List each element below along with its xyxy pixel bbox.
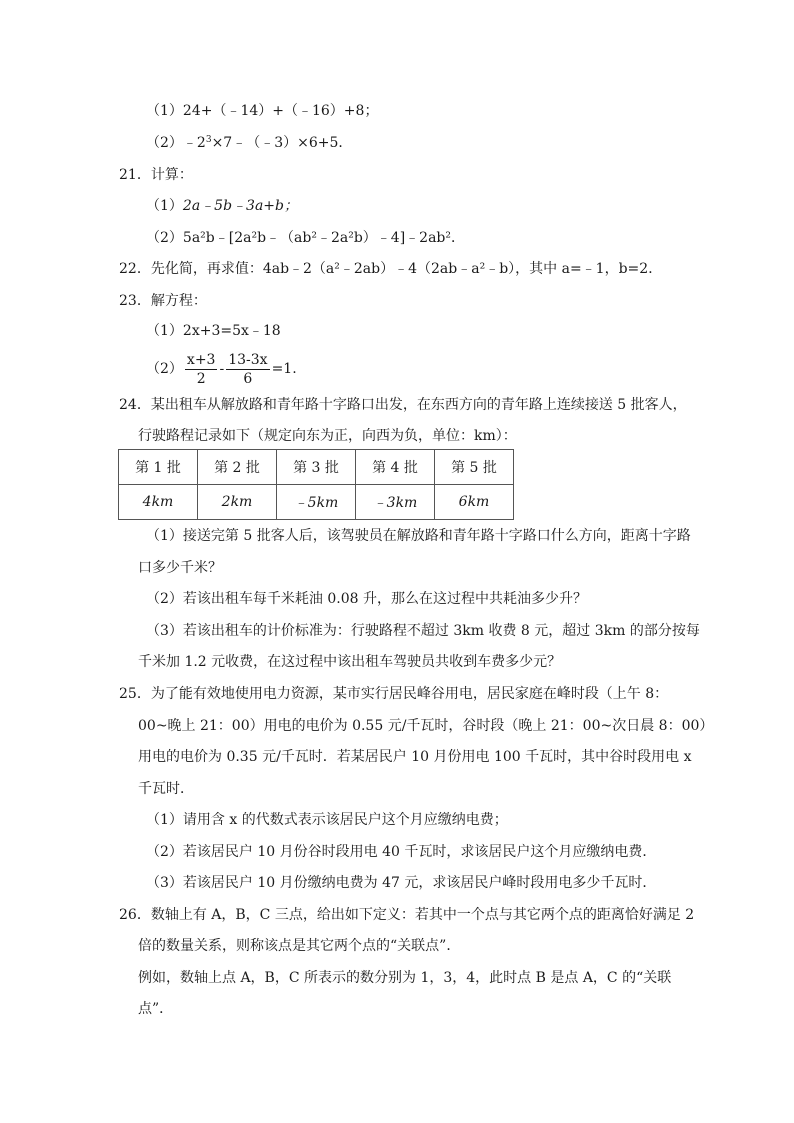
q22-text: 22．先化简，再求值：4ab﹣2（a²﹣2ab）﹣4（2ab﹣a²﹣b），其中 a=﹣1，b=2． bbox=[119, 261, 663, 277]
q24-line2: 行驶路程记录如下（规定向东为正，向西为负，单位：km）： bbox=[138, 428, 517, 444]
table-cell: 2km bbox=[198, 485, 277, 520]
q20-part1: （1）24+（﹣14）+（﹣16）+8； bbox=[146, 103, 379, 119]
q25-line1: 25．为了能有效地使用电力资源，某市实行居民峰谷用电，居民家庭在峰时段（上午 8： bbox=[119, 686, 669, 702]
table-cell: ﹣5km bbox=[277, 485, 356, 520]
table-cell: 4km bbox=[119, 485, 198, 520]
q26-line1: 26．数轴上有 A，B，C 三点，给出如下定义：若其中一个点与其它两个点的距离恰好满足 2 bbox=[119, 907, 695, 923]
q24-part3-line2: 千米加 1.2 元收费，在这过程中该出租车驾驶员共收到车费多少元？ bbox=[138, 654, 562, 670]
q26-line4: 点”． bbox=[138, 1001, 174, 1017]
table-header-cell: 第 1 批 bbox=[119, 450, 198, 485]
q25-part2: （2）若该居民户 10 月份谷时段用电 40 千瓦时，求该居民户这个月应缴纳电费． bbox=[146, 844, 657, 860]
q26-line3: 例如，数轴上点 A，B，C 所表示的数分别为 1，3，4，此时点 B 是点 A，C 的“关联 bbox=[138, 970, 672, 986]
q24-part1-line1: （1）接送完第 5 批客人后，该驾驶员在解放路和青年路十字路口什么方向，距离十字路 bbox=[146, 528, 691, 544]
q23-part2: （2） $\frac{x+3}{2}$ - $\frac{13-3x}{6}$ =1. bbox=[146, 351, 297, 387]
q23-title: 23．解方程： bbox=[119, 293, 207, 309]
table-header-row bbox=[119, 450, 514, 485]
q21-title: 21．计算： bbox=[119, 167, 193, 183]
table-header-cell: 第 3 批 bbox=[277, 450, 356, 485]
q25-part1: （1）请用含 x 的代数式表示该居民户这个月应缴纳电费； bbox=[146, 812, 508, 828]
q25-line2: 00~晚上 21：00）用电的电价为 0.55 元/千瓦时，谷时段（晚上 21：00~次日晨 8：00） bbox=[138, 718, 714, 734]
q24-line1: 24．某出租车从解放路和青年路十字路口出发，在东西方向的青年路上连续接送 5 批客人， bbox=[119, 397, 687, 413]
mileage-table bbox=[118, 449, 514, 520]
q25-part3: （3）若该居民户 10 月份缴纳电费为 47 元，求该居民户峰时段用电多少千瓦时． bbox=[146, 875, 657, 891]
q21-part1: （1）2a﹣5b﹣3a+b； bbox=[146, 198, 298, 214]
q20-part2: $(2)﹣2^3\times 7﹣(﹣3)\times 6+5$． bbox=[146, 135, 353, 151]
fraction-2: $\frac{13-3x}{6}$ bbox=[228, 351, 268, 387]
q23-part1: （1）2x+3=5x﹣18 bbox=[146, 323, 281, 339]
q24-part3-line1: （3）若该出租车的计价标准为：行驶路程不超过 3km 收费 8 元，超过 3km 的部分按每 bbox=[146, 623, 700, 639]
table-header-cell: 第 5 批 bbox=[435, 450, 514, 485]
q26-line2: 倍的数量关系，则称该点是其它两个点的“关联点”． bbox=[138, 938, 461, 954]
table-header-cell: 第 2 批 bbox=[198, 450, 277, 485]
exponent: 3 bbox=[205, 135, 212, 145]
table-cell: 6km bbox=[435, 485, 514, 520]
table-header-cell: 第 4 批 bbox=[356, 450, 435, 485]
q25-line3: 用电的电价为 0.35 元/千瓦时．若某居民户 10 月份用电 100 千瓦时，其中谷时段用电 x bbox=[138, 749, 692, 765]
q21-part2: （2）5a²b﹣[2a²b﹣（ab²﹣2a²b）﹣4]﹣2ab²． bbox=[146, 230, 465, 246]
table-row bbox=[119, 485, 514, 520]
q24-part2: （2）若该出租车每千米耗油 0.08 升，那么在这过程中共耗油多少升？ bbox=[146, 591, 587, 607]
q24-part1-line2: 口多少千米？ bbox=[138, 560, 222, 576]
table-cell: ﹣3km bbox=[356, 485, 435, 520]
q25-line4: 千瓦时． bbox=[138, 781, 194, 797]
fraction-1: $\frac{x+3}{2}$ bbox=[186, 351, 216, 387]
